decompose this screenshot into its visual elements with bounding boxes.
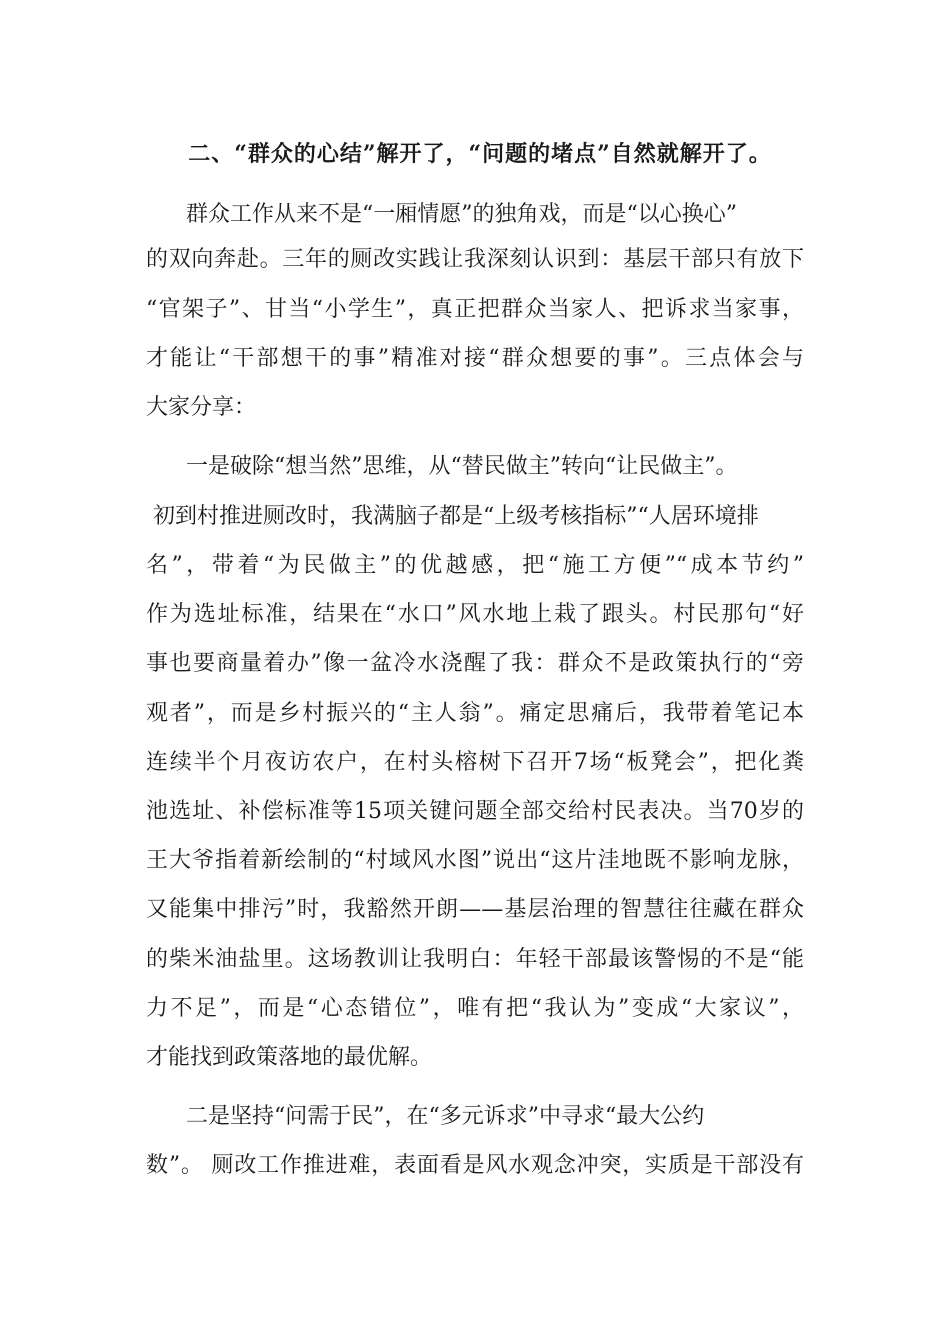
paragraph-line: 群众工作从来不是“一厢情愿”的独角戏，而是“以心换心” <box>186 202 737 227</box>
paragraph-line: 的柴米油盐里。这场教训让我明白：年轻干部最该警惕的不是“能 <box>146 947 804 972</box>
paragraph-line: 大家分享： <box>146 395 257 420</box>
paragraph-line: 才能找到政策落地的最优解。 <box>146 1045 433 1070</box>
paragraph-line: “官架子”、甘当“小学生”，真正把群众当家人、把诉求当家事， <box>146 297 804 322</box>
paragraph-line: 观者”，而是乡村振兴的“主人翁”。痛定思痛后，我带着笔记本 <box>146 701 804 726</box>
section-heading: 二、“群众的心结”解开了，“问题的堵点”自然就解开了。 <box>188 141 772 167</box>
paragraph-line: 一是破除“想当然”思维，从“替民做主”转向“让民做主”。 <box>186 454 738 479</box>
paragraph-line: 作为选址标准，结果在“水口”风水地上栽了跟头。村民那句“好 <box>146 602 804 627</box>
paragraph-line: 王大爷指着新绘制的“村域风水图”说出“这片洼地既不影响龙脉， <box>146 848 804 873</box>
paragraph-line: 初到村推进厕改时，我满脑子都是“上级考核指标”“人居环境排 <box>146 504 759 529</box>
paragraph-line: 池选址、补偿标准等15项关键问题全部交给村民表决。当70岁的 <box>146 799 804 824</box>
paragraph-line: 才能让“干部想干的事”精准对接“群众想要的事”。三点体会与 <box>146 346 804 371</box>
paragraph-line: 事也要商量着办”像一盆冷水浇醒了我：群众不是政策执行的“旁 <box>146 651 804 676</box>
paragraph-line: 数”。 厕改工作推进难，表面看是风水观念冲突，实质是干部没有 <box>146 1153 804 1178</box>
paragraph-line: 力不足”，而是“心态错位”，唯有把“我认为”变成“大家议”， <box>146 996 804 1021</box>
paragraph-line: 名”，带着“为民做主”的优越感，把“施工方便”“成本节约” <box>146 553 804 578</box>
paragraph-line: 二是坚持“问需于民”，在“多元诉求”中寻求“最大公约 <box>186 1104 705 1129</box>
paragraph-line: 的双向奔赴。三年的厕改实践让我深刻认识到：基层干部只有放下 <box>146 247 804 272</box>
paragraph-line: 连续半个月夜访农户，在村头榕树下召开7场“板凳会”，把化粪 <box>146 750 804 775</box>
paragraph-line: 又能集中排污”时，我豁然开朗——基层治理的智慧往往藏在群众 <box>146 897 804 922</box>
